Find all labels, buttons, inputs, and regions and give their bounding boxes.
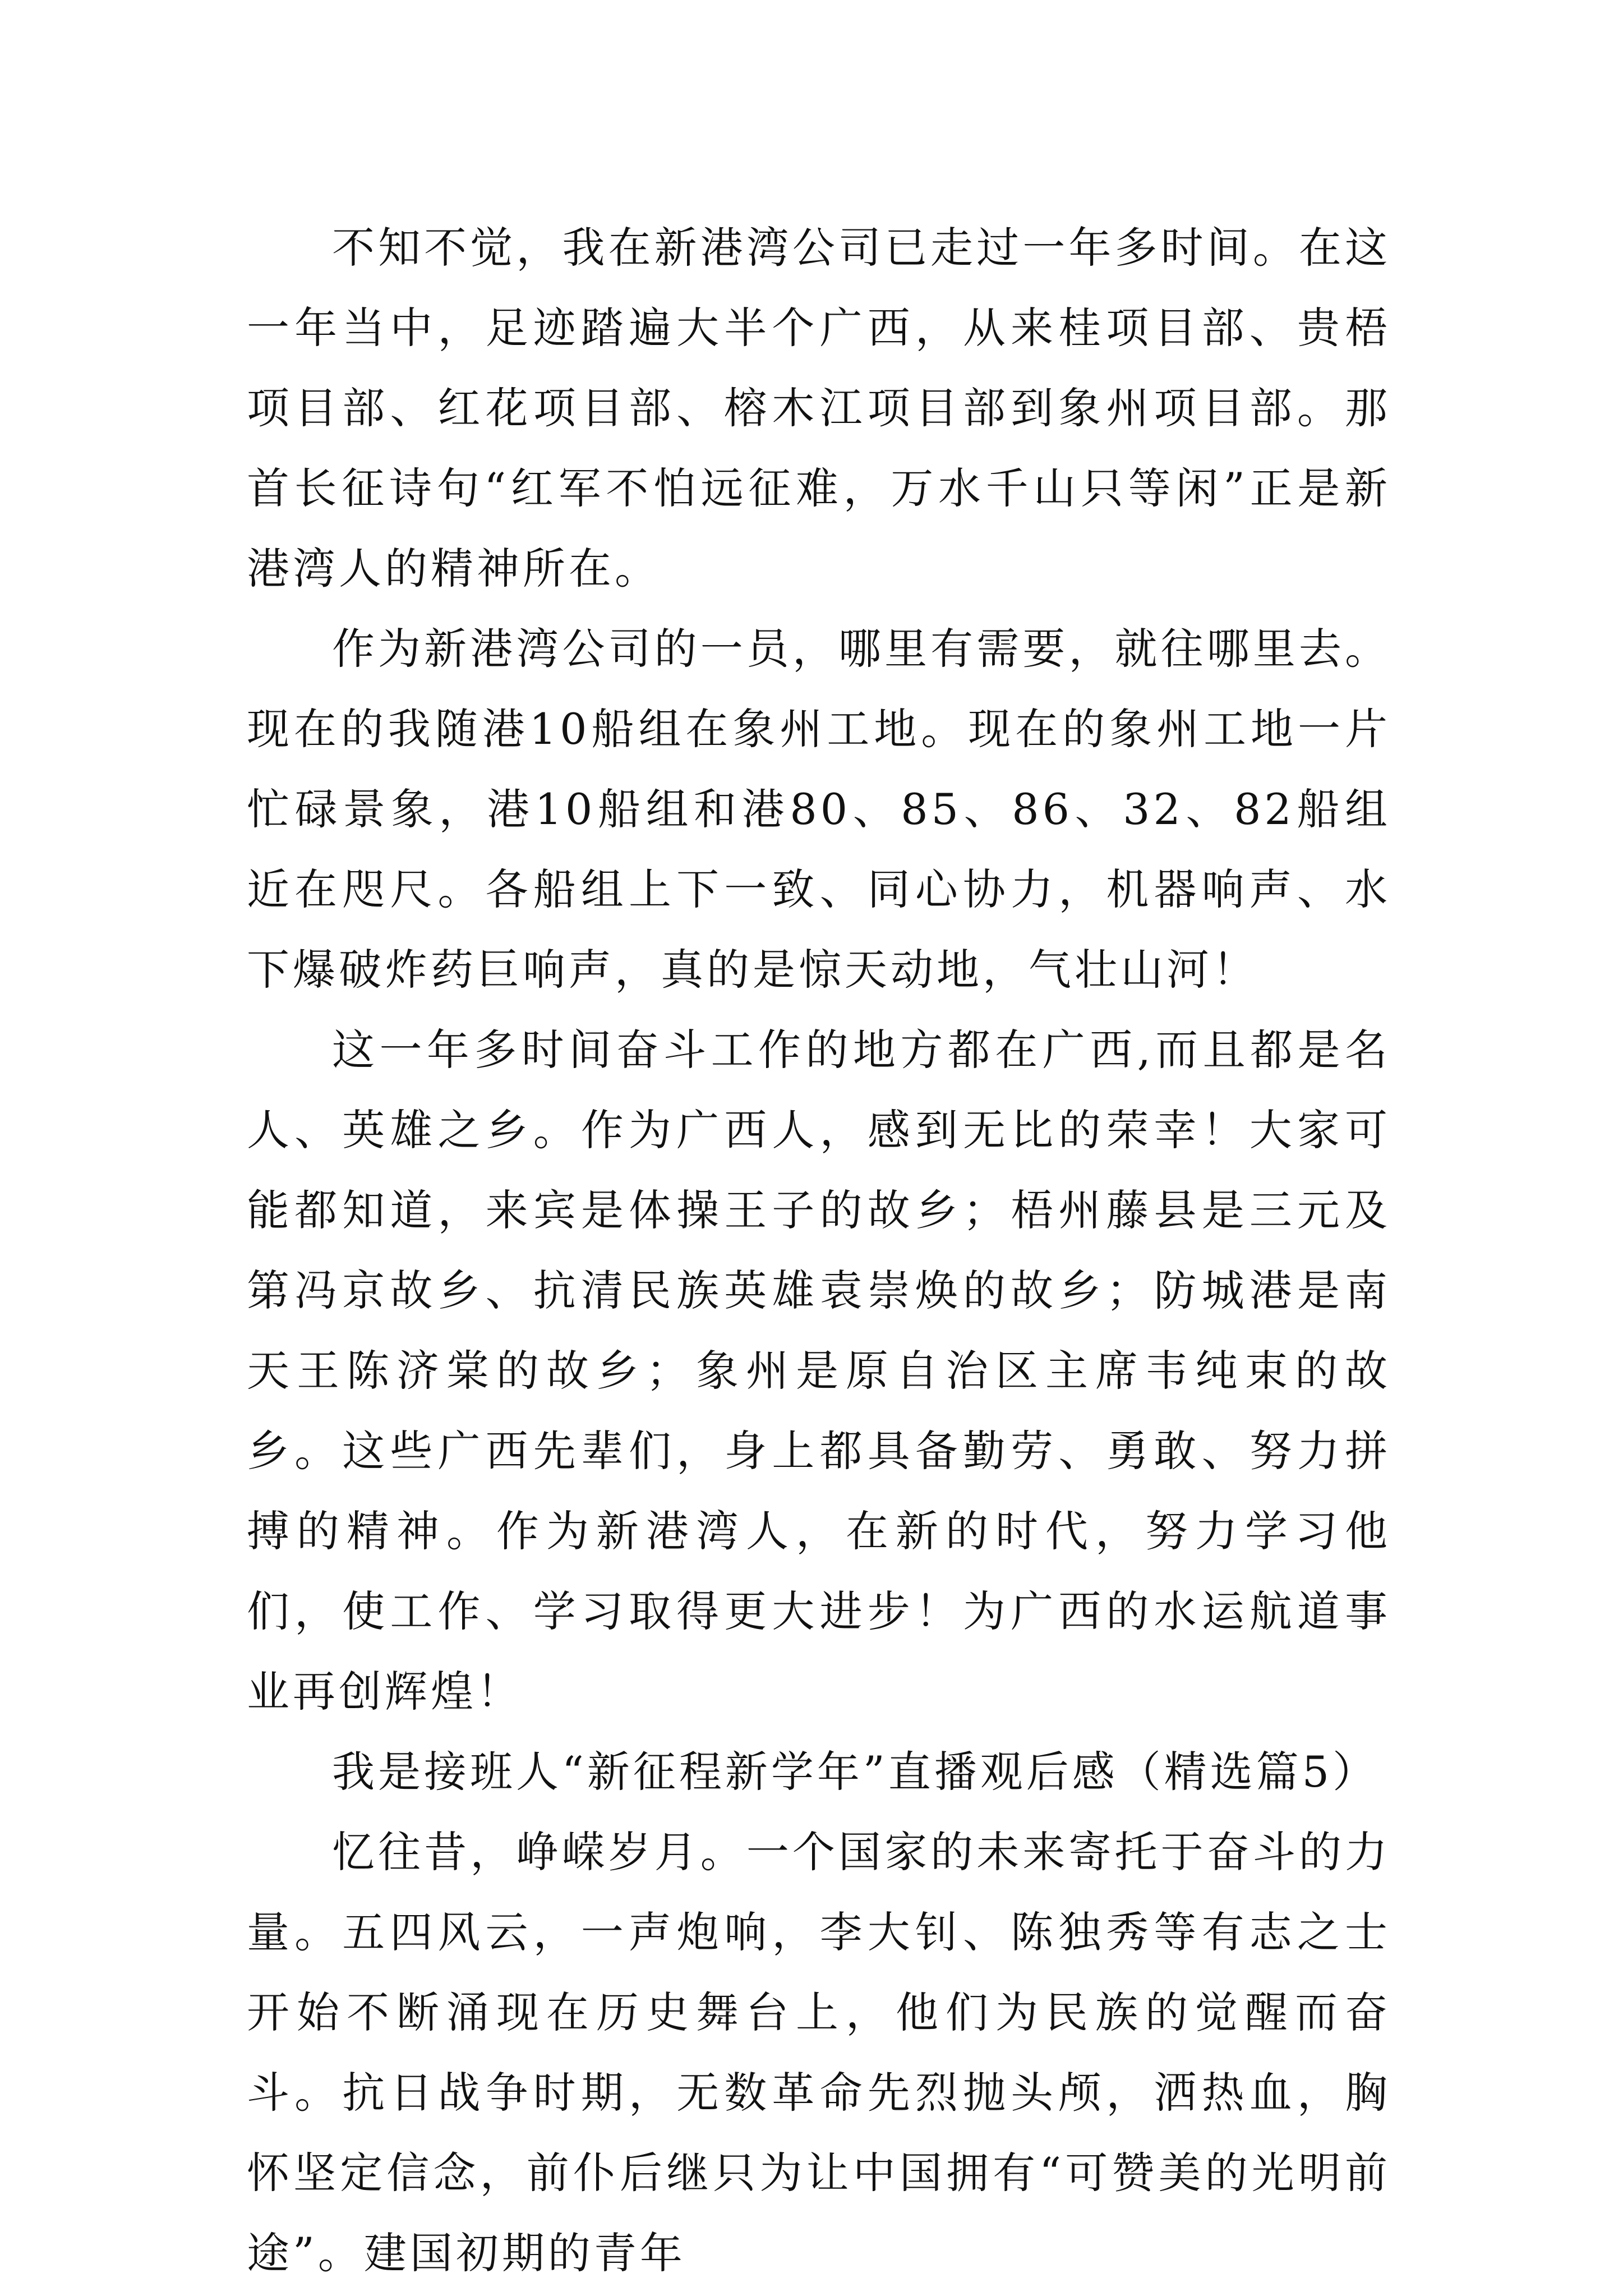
paragraph-4: 忆往昔，峥嵘岁月。一个国家的未来寄托于奋斗的力量。五四风云，一声炮响，李大钊、陈独秀等有志之士开始不断涌现在历史舞台上，他们为民族的觉醒而奋斗。抗日战争时期，无数革命先烈抛头颅，洒热血，胸怀坚定信念，前仆后继只为让中国拥有“可赞美的光明前途”。建国初期的青年 xyxy=(247,1827,1391,2278)
section-title: 我是接班人“新征程新学年”直播观后感（精选篇5） xyxy=(332,1747,1379,1797)
paragraph-1: 不知不觉，我在新港湾公司已走过一年多时间。在这一年当中，足迹踏遍大半个广西，从来桂项目部、贵梧项目部、红花项目部、榕木江项目部到象州项目部。那首长征诗句“红军不怕远征难，万水千山只等闲”正是新港湾人的精神所在。 xyxy=(247,223,1391,593)
paragraph-3: 这一年多时间奋斗工作的地方都在广西,而且都是名人、英雄之乡。作为广西人，感到无比的荣幸！大家可能都知道，来宾是体操王子的故乡；梧州藤县是三元及第冯京故乡、抗清民族英雄袁崇焕的故乡；防城港是南天王陈济棠的故乡；象州是原自治区主席韦纯束的故乡。这些广西先辈们，身上都具备勤劳、勇敢、努力拼搏的精神。作为新港湾人，在新的时代，努力学习他们，使工作、学习取得更大进步！为广西的水运航道事业再创辉煌！ xyxy=(247,1025,1391,1717)
paragraph-2: 作为新港湾公司的一员，哪里有需要，就往哪里去。现在的我随港10船组在象州工地。现在的象州工地一片忙碌景象，港10船组和港80、85、86、32、82船组近在咫尺。各船组上下一致、同心协力，机器响声、水下爆破炸药巨响声，真的是惊天动地，气壮山河！ xyxy=(247,624,1391,995)
document-body xyxy=(247,208,1391,2293)
